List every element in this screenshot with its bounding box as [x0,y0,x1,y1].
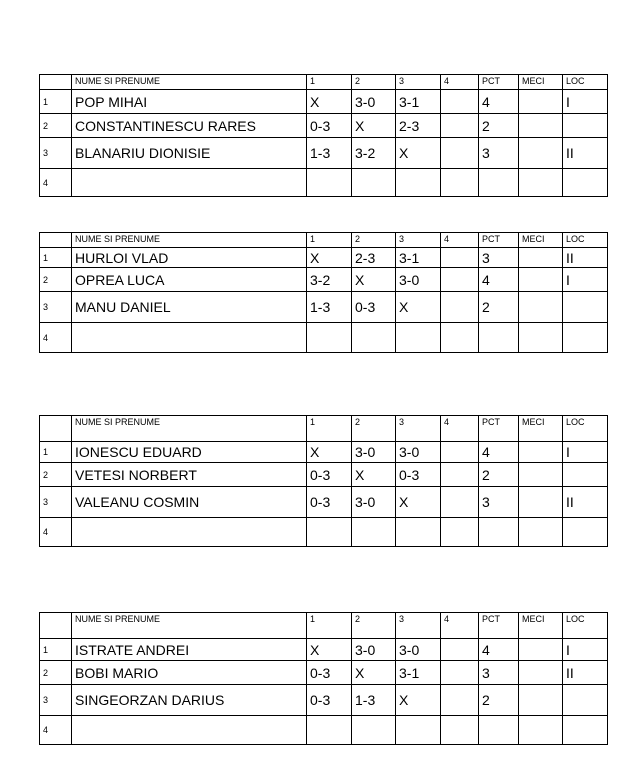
player-row [40,292,608,323]
name-cell [72,323,307,353]
round-3-cell: 3-0 [396,268,441,292]
header-cell: MECI [519,613,563,639]
place-cell: II [563,487,608,518]
round-1-cell: X [307,442,352,463]
row-number-cell: 3 [40,685,72,716]
group-table [39,232,608,353]
row-number-cell: 2 [40,661,72,685]
header-cell: NUME SI PRENUME [72,233,307,248]
place-cell [563,114,608,138]
round-4-cell [441,323,479,353]
player-row [40,685,608,716]
header-cell: 2 [352,613,396,639]
round-2-cell [352,716,396,745]
points-cell: 3 [479,487,519,518]
player-row [40,661,608,685]
points-cell: 3 [479,248,519,268]
header-cell: PCT [479,233,519,248]
round-4-cell [441,661,479,685]
name-cell: BLANARIU DIONISIE [72,138,307,169]
name-cell [72,169,307,197]
round-1-cell: 0-3 [307,685,352,716]
group-table [39,415,608,547]
round-1-cell [307,716,352,745]
round-1-cell: 0-3 [307,487,352,518]
round-4-cell [441,90,479,114]
round-3-cell [396,518,441,547]
header-cell: 3 [396,613,441,639]
header-cell: PCT [479,416,519,442]
points-cell: 2 [479,685,519,716]
matches-cell [519,685,563,716]
header-row [40,416,608,442]
points-cell: 2 [479,463,519,487]
header-cell: NUME SI PRENUME [72,613,307,639]
place-cell: I [563,268,608,292]
round-2-cell: X [352,268,396,292]
player-row [40,716,608,745]
matches-cell [519,518,563,547]
round-3-cell: 3-0 [396,442,441,463]
round-3-cell [396,323,441,353]
matches-cell [519,138,563,169]
player-row [40,268,608,292]
header-cell: LOC [563,233,608,248]
round-1-cell: 3-2 [307,268,352,292]
header-cell: 2 [352,416,396,442]
round-4-cell [441,268,479,292]
header-cell: MECI [519,416,563,442]
header-row [40,233,608,248]
row-number-cell: 1 [40,248,72,268]
round-1-cell: X [307,639,352,661]
round-3-cell: 3-1 [396,661,441,685]
points-cell [479,518,519,547]
name-cell: CONSTANTINESCU RARES [72,114,307,138]
round-3-cell [396,169,441,197]
header-cell: 1 [307,75,352,90]
header-cell: 4 [441,233,479,248]
round-3-cell: 3-1 [396,248,441,268]
matches-cell [519,248,563,268]
points-cell [479,323,519,353]
header-index-cell [40,233,72,248]
player-row [40,248,608,268]
header-cell: 1 [307,416,352,442]
header-cell: LOC [563,416,608,442]
round-4-cell [441,487,479,518]
place-cell: I [563,442,608,463]
header-cell: 3 [396,233,441,248]
round-4-cell [441,138,479,169]
row-number-cell: 4 [40,518,72,547]
points-cell: 3 [479,138,519,169]
round-4-cell [441,248,479,268]
place-cell: II [563,248,608,268]
round-1-cell: 0-3 [307,114,352,138]
header-index-cell [40,75,72,90]
round-3-cell: X [396,292,441,323]
header-cell: 4 [441,613,479,639]
round-4-cell [441,716,479,745]
place-cell [563,292,608,323]
matches-cell [519,463,563,487]
matches-cell [519,639,563,661]
player-row [40,463,608,487]
name-cell: IONESCU EDUARD [72,442,307,463]
round-2-cell: 1-3 [352,685,396,716]
round-2-cell [352,518,396,547]
matches-cell [519,169,563,197]
points-cell: 3 [479,661,519,685]
header-cell: 2 [352,75,396,90]
group-table [39,612,608,745]
round-3-cell: X [396,138,441,169]
player-row [40,487,608,518]
player-row [40,90,608,114]
row-number-cell: 4 [40,169,72,197]
points-cell: 4 [479,90,519,114]
header-cell: MECI [519,233,563,248]
player-row [40,114,608,138]
round-3-cell [396,716,441,745]
row-number-cell: 2 [40,114,72,138]
header-cell: 1 [307,233,352,248]
place-cell [563,463,608,487]
round-2-cell: X [352,661,396,685]
player-row [40,442,608,463]
place-cell: I [563,90,608,114]
points-cell: 4 [479,442,519,463]
round-1-cell: 0-3 [307,463,352,487]
name-cell: POP MIHAI [72,90,307,114]
round-4-cell [441,442,479,463]
header-cell: PCT [479,613,519,639]
header-cell: 3 [396,416,441,442]
row-number-cell: 3 [40,138,72,169]
player-row [40,639,608,661]
place-cell: II [563,138,608,169]
points-cell: 4 [479,268,519,292]
round-2-cell: 3-0 [352,639,396,661]
place-cell: II [563,661,608,685]
round-4-cell [441,518,479,547]
points-cell: 2 [479,292,519,323]
name-cell: MANU DANIEL [72,292,307,323]
points-cell: 4 [479,639,519,661]
header-cell: NUME SI PRENUME [72,416,307,442]
matches-cell [519,90,563,114]
row-number-cell: 2 [40,463,72,487]
name-cell: OPREA LUCA [72,268,307,292]
round-3-cell: 3-0 [396,639,441,661]
header-index-cell [40,613,72,639]
round-2-cell: 3-0 [352,442,396,463]
row-number-cell: 2 [40,268,72,292]
place-cell [563,716,608,745]
place-cell [563,323,608,353]
round-1-cell [307,169,352,197]
player-row [40,169,608,197]
round-3-cell: X [396,685,441,716]
name-cell: SINGEORZAN DARIUS [72,685,307,716]
player-row [40,323,608,353]
matches-cell [519,114,563,138]
matches-cell [519,487,563,518]
round-3-cell: 0-3 [396,463,441,487]
name-cell: HURLOI VLAD [72,248,307,268]
round-1-cell: 1-3 [307,292,352,323]
group-table [39,74,608,197]
round-2-cell: 3-2 [352,138,396,169]
name-cell: ISTRATE ANDREI [72,639,307,661]
row-number-cell: 1 [40,639,72,661]
matches-cell [519,292,563,323]
name-cell [72,716,307,745]
round-2-cell: 3-0 [352,487,396,518]
round-4-cell [441,292,479,323]
round-3-cell: X [396,487,441,518]
round-4-cell [441,463,479,487]
round-4-cell [441,639,479,661]
name-cell [72,518,307,547]
header-cell: LOC [563,75,608,90]
player-row [40,138,608,169]
round-1-cell: 0-3 [307,661,352,685]
header-cell: 4 [441,416,479,442]
matches-cell [519,323,563,353]
row-number-cell: 4 [40,323,72,353]
name-cell: VETESI NORBERT [72,463,307,487]
header-cell: 3 [396,75,441,90]
header-index-cell [40,416,72,442]
points-cell [479,169,519,197]
header-cell: 2 [352,233,396,248]
round-2-cell: X [352,463,396,487]
round-2-cell: 2-3 [352,248,396,268]
round-1-cell [307,518,352,547]
header-row [40,613,608,639]
round-1-cell: X [307,90,352,114]
round-2-cell: X [352,114,396,138]
round-2-cell [352,323,396,353]
round-1-cell [307,323,352,353]
round-3-cell: 2-3 [396,114,441,138]
row-number-cell: 3 [40,292,72,323]
header-cell: LOC [563,613,608,639]
matches-cell [519,716,563,745]
player-row [40,518,608,547]
round-4-cell [441,114,479,138]
round-4-cell [441,169,479,197]
place-cell [563,685,608,716]
name-cell: VALEANU COSMIN [72,487,307,518]
round-1-cell: 1-3 [307,138,352,169]
header-cell: 1 [307,613,352,639]
header-row [40,75,608,90]
place-cell: I [563,639,608,661]
header-cell: PCT [479,75,519,90]
row-number-cell: 4 [40,716,72,745]
place-cell [563,169,608,197]
header-cell: NUME SI PRENUME [72,75,307,90]
matches-cell [519,442,563,463]
name-cell: BOBI MARIO [72,661,307,685]
place-cell [563,518,608,547]
round-2-cell: 0-3 [352,292,396,323]
matches-cell [519,268,563,292]
points-cell [479,716,519,745]
header-cell: 4 [441,75,479,90]
round-2-cell [352,169,396,197]
matches-cell [519,661,563,685]
round-3-cell: 3-1 [396,90,441,114]
row-number-cell: 3 [40,487,72,518]
header-cell: MECI [519,75,563,90]
round-4-cell [441,685,479,716]
points-cell: 2 [479,114,519,138]
round-2-cell: 3-0 [352,90,396,114]
row-number-cell: 1 [40,90,72,114]
row-number-cell: 1 [40,442,72,463]
round-1-cell: X [307,248,352,268]
